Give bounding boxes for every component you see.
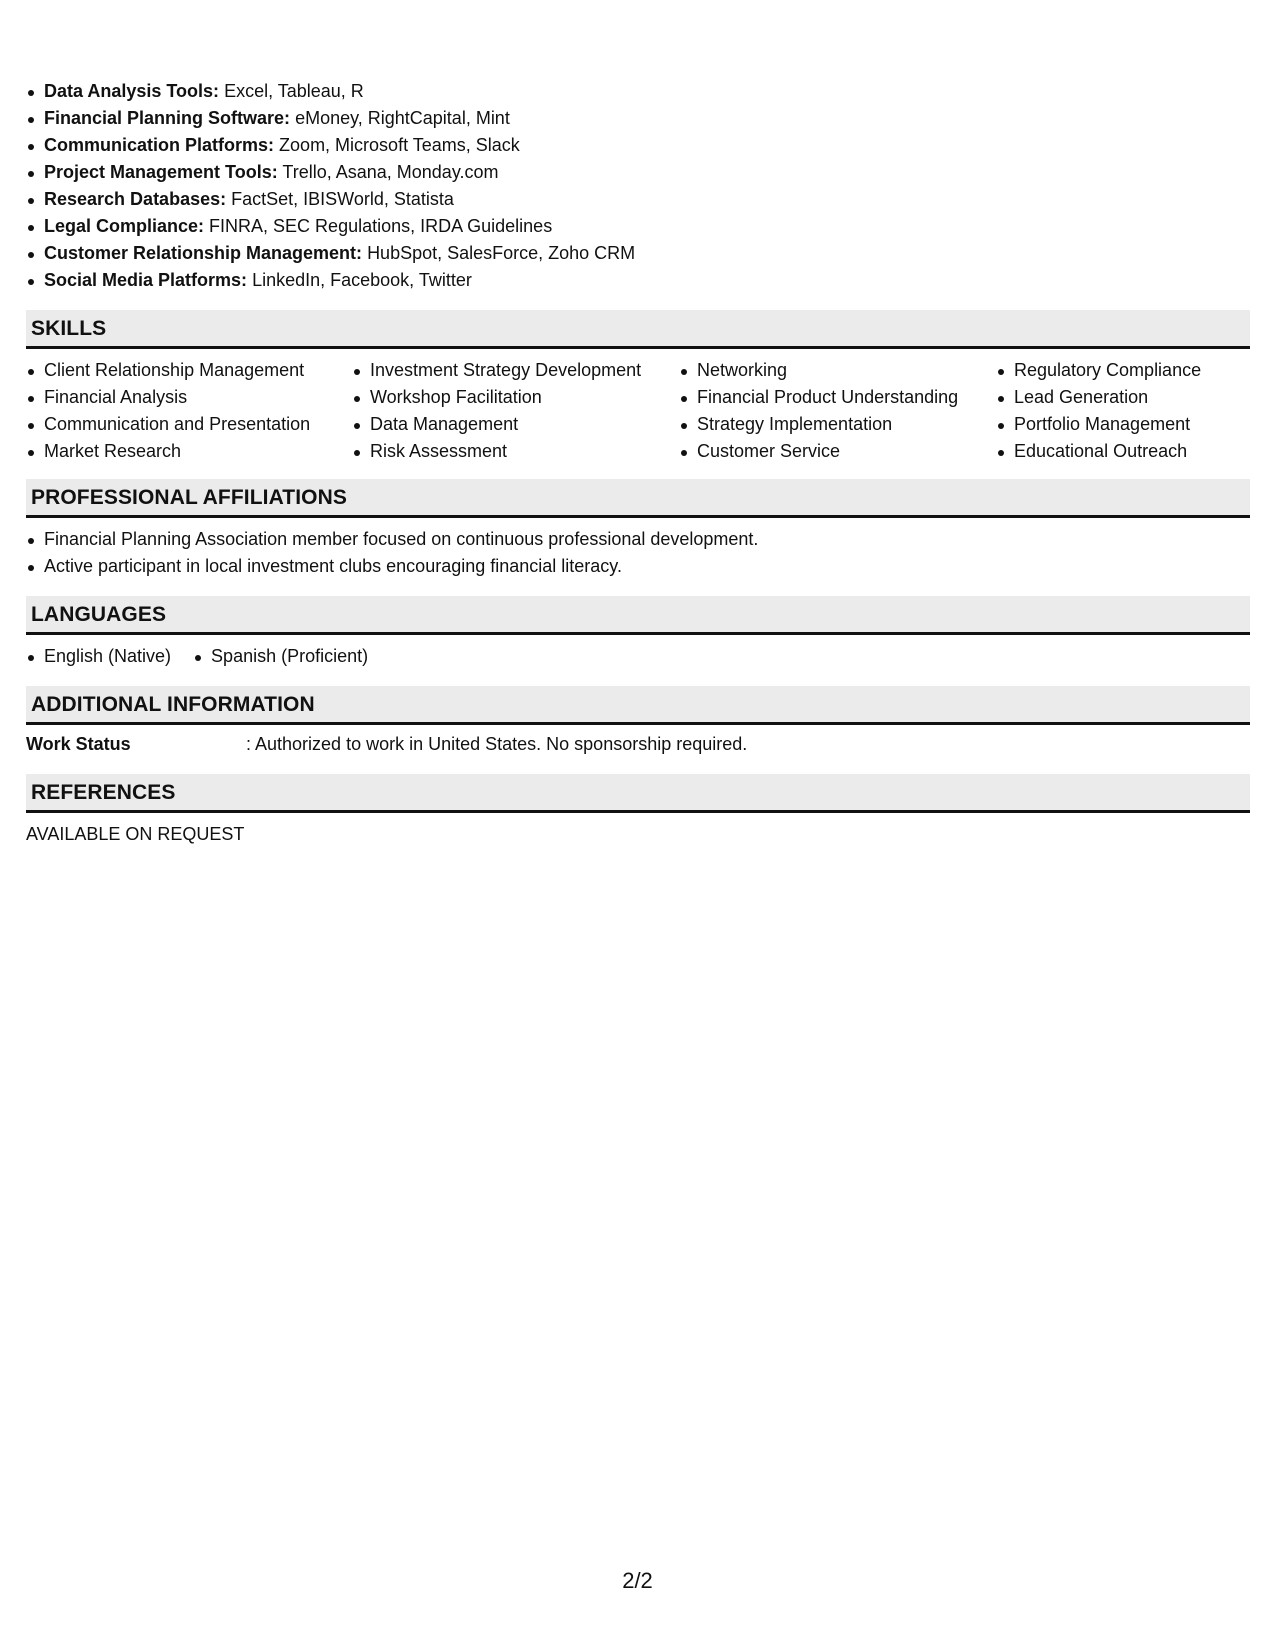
tools-item bbox=[26, 267, 1250, 294]
affiliation-item: Financial Planning Association member focused on continuous professional development. bbox=[26, 526, 1250, 553]
work-status-value: : Authorized to work in United States. No sponsorship required. bbox=[246, 734, 748, 754]
tools-item-label: Research Databases: bbox=[44, 189, 227, 209]
skill-item: Market Research bbox=[26, 438, 352, 465]
skills-section-header: SKILLS bbox=[26, 310, 1250, 349]
affiliation-item: Active participant in local investment clubs encouraging financial literacy. bbox=[26, 553, 1250, 580]
tools-item-value: Trello, Asana, Monday.com bbox=[282, 162, 499, 182]
skills-column bbox=[996, 357, 1250, 465]
skill-item: Financial Product Understanding bbox=[679, 384, 996, 411]
work-status-label: Work Status bbox=[26, 734, 131, 754]
tools-item bbox=[26, 213, 1250, 240]
skills-column bbox=[352, 357, 679, 465]
skills-column bbox=[26, 357, 352, 465]
tools-item-value: LinkedIn, Facebook, Twitter bbox=[252, 270, 472, 290]
skill-item: Portfolio Management bbox=[996, 411, 1250, 438]
skill-item: Strategy Implementation bbox=[679, 411, 996, 438]
tools-item bbox=[26, 132, 1250, 159]
tools-item-label: Financial Planning Software: bbox=[44, 108, 291, 128]
skill-item: Regulatory Compliance bbox=[996, 357, 1250, 384]
skill-item: Workshop Facilitation bbox=[352, 384, 679, 411]
skills-column bbox=[679, 357, 996, 465]
affiliations-section-header: PROFESSIONAL AFFILIATIONS bbox=[26, 479, 1250, 518]
languages-list bbox=[26, 643, 1250, 670]
skill-item: Investment Strategy Development bbox=[352, 357, 679, 384]
skill-item: Customer Service bbox=[679, 438, 996, 465]
tools-item bbox=[26, 159, 1250, 186]
page-number: 2/2 bbox=[622, 1568, 653, 1593]
tools-item bbox=[26, 186, 1250, 213]
skill-item: Financial Analysis bbox=[26, 384, 352, 411]
tools-item bbox=[26, 78, 1250, 105]
tools-item bbox=[26, 240, 1250, 267]
skill-item: Educational Outreach bbox=[996, 438, 1250, 465]
tools-item-value: Excel, Tableau, R bbox=[224, 81, 364, 101]
tools-item-value: eMoney, RightCapital, Mint bbox=[295, 108, 510, 128]
skill-item: Risk Assessment bbox=[352, 438, 679, 465]
tools-item-value: HubSpot, SalesForce, Zoho CRM bbox=[367, 243, 636, 263]
work-status-row bbox=[26, 731, 1250, 758]
additional-info-section-header: ADDITIONAL INFORMATION bbox=[26, 686, 1250, 725]
tools-item-label: Social Media Platforms: bbox=[44, 270, 248, 290]
language-item: Spanish (Proficient) bbox=[193, 643, 368, 670]
references-section-header: REFERENCES bbox=[26, 774, 1250, 813]
skills-grid bbox=[26, 357, 1250, 465]
skill-item: Communication and Presentation bbox=[26, 411, 352, 438]
tools-item-label: Project Management Tools: bbox=[44, 162, 278, 182]
references-text: AVAILABLE ON REQUEST bbox=[26, 824, 245, 844]
tools-item-label: Legal Compliance: bbox=[44, 216, 205, 236]
tools-list bbox=[26, 78, 1250, 294]
tools-item-value: FINRA, SEC Regulations, IRDA Guidelines bbox=[209, 216, 553, 236]
languages-section-header: LANGUAGES bbox=[26, 596, 1250, 635]
tools-item-label: Data Analysis Tools: bbox=[44, 81, 220, 101]
tools-item bbox=[26, 105, 1250, 132]
tools-item-label: Communication Platforms: bbox=[44, 135, 275, 155]
affiliations-list bbox=[26, 526, 1250, 580]
tools-item-value: FactSet, IBISWorld, Statista bbox=[231, 189, 454, 209]
tools-item-value: Zoom, Microsoft Teams, Slack bbox=[279, 135, 520, 155]
skill-item: Lead Generation bbox=[996, 384, 1250, 411]
tools-item-label: Customer Relationship Management: bbox=[44, 243, 363, 263]
skill-item: Client Relationship Management bbox=[26, 357, 352, 384]
skill-item: Data Management bbox=[352, 411, 679, 438]
skill-item: Networking bbox=[679, 357, 996, 384]
resume-content bbox=[26, 78, 1250, 848]
language-item: English (Native) bbox=[26, 643, 171, 670]
